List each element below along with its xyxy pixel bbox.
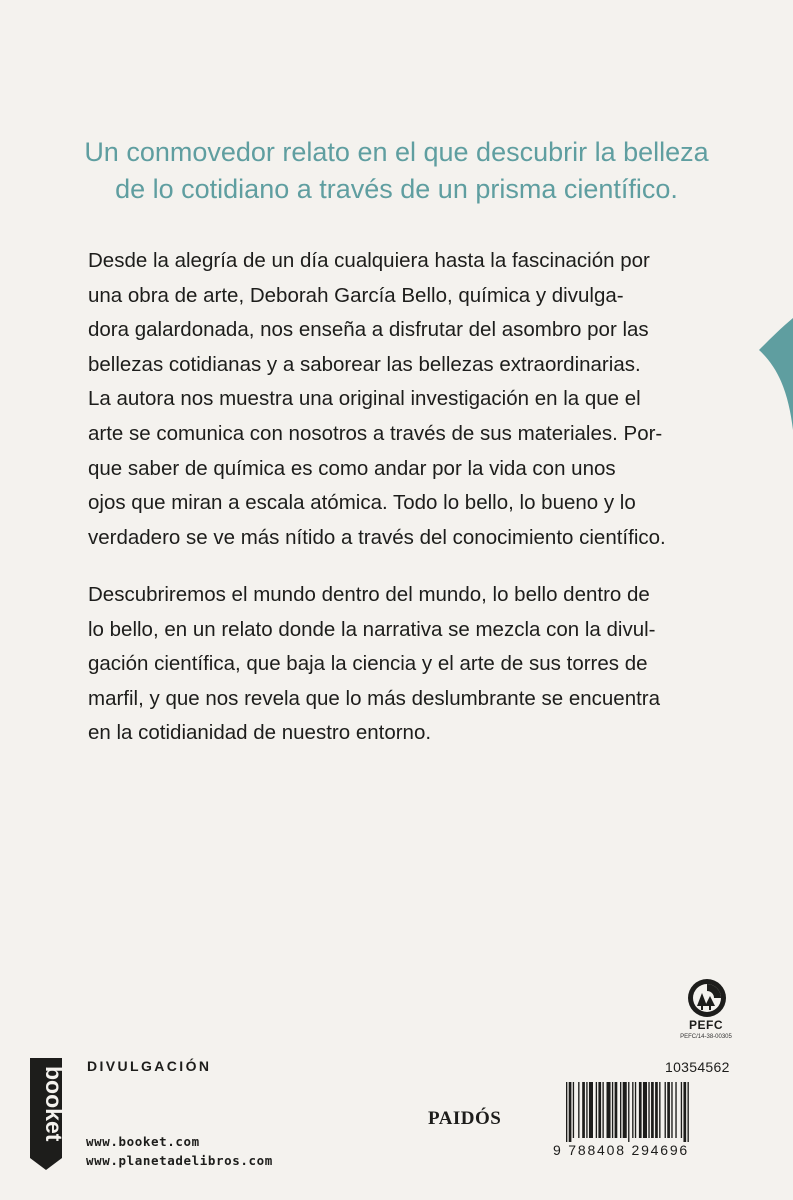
barcode-bar (578, 1082, 579, 1138)
barcode-bar (598, 1082, 601, 1138)
barcode-bar (683, 1082, 686, 1142)
barcode-bar (659, 1082, 660, 1138)
barcode-bar (635, 1082, 636, 1138)
barcode-bar (573, 1082, 574, 1138)
barcode-bar (602, 1082, 603, 1138)
barcode-bar (671, 1082, 672, 1138)
url-booket[interactable]: www.booket.com (86, 1134, 200, 1149)
barcode-bar (566, 1082, 567, 1142)
barcode-bar (648, 1082, 649, 1138)
tagline-line: de lo cotidiano a través de un prisma científico. (115, 174, 678, 204)
barcode-bar (620, 1082, 621, 1138)
publisher-urls (86, 1132, 273, 1170)
paragraph-line: Descubriremos el mundo dentro del mundo, lo bello dentro de (88, 583, 650, 606)
barcode-bar (655, 1082, 658, 1138)
product-code: 10354562 (665, 1059, 730, 1075)
booket-logo-text: booket (41, 1066, 67, 1142)
barcode-bar (612, 1082, 613, 1138)
pefc-code: PEFC/14-38-00305 (680, 1034, 732, 1040)
url-planetadelibros[interactable]: www.planetadelibros.com (86, 1153, 273, 1168)
paragraph-line: verdadero se ve más nítido a través del conocimiento científico. (88, 525, 666, 549)
publisher-logo: PAIDÓS (428, 1108, 502, 1129)
pefc-label: PEFC (688, 1018, 723, 1032)
paragraph-line: marfil, y que nos revela que lo más deslumbrante se encuentra (88, 686, 661, 710)
barcode-bar (623, 1082, 627, 1138)
barcode-bar (589, 1082, 593, 1138)
barcode (566, 1082, 726, 1142)
booket-logo-icon (30, 1058, 67, 1170)
barcode-bar (582, 1082, 585, 1138)
barcode-bar (688, 1082, 689, 1142)
isbn-number: 9 788408 294696 (553, 1142, 689, 1158)
barcode-bar (569, 1082, 572, 1142)
barcode-bar (607, 1082, 611, 1138)
category-label: DIVULGACIÓN (87, 1058, 212, 1074)
barcode-bar (681, 1082, 682, 1138)
barcode-bar (639, 1082, 642, 1138)
paragraph-line: ojos que miran a escala atómica. Todo lo bello, lo bueno y lo (88, 491, 636, 515)
paragraph-line: bellezas cotidianas y a saborear las bellezas extraordinarias. (88, 352, 641, 376)
barcode-bar (628, 1082, 629, 1142)
decorative-teal-shape (759, 318, 793, 430)
tagline (60, 134, 733, 208)
barcode-bar (665, 1082, 666, 1138)
barcode-bar (615, 1082, 618, 1138)
barcode-bar (596, 1082, 597, 1138)
paragraph-line: lo bello, en un relato donde la narrativa se mezcla con la divul- (88, 617, 656, 641)
paragraph-line: en la cotidianidad de nuestro entorno. (88, 721, 432, 745)
paragraph-line: que saber de química es como andar por la vida con unos (88, 456, 616, 480)
synopsis-paragraph-2 (88, 578, 706, 751)
paragraph-line: dora galardonada, nos enseña a disfrutar del asombro por las (88, 318, 649, 342)
paragraph-line: una obra de arte, Deborah García Bello, química y divulga- (88, 283, 624, 307)
barcode-bar (643, 1082, 647, 1138)
paragraph-line: La autora nos muestra una original investigación en la que el (88, 387, 641, 411)
paragraph-line: Desde la alegría de un día cualquiera hasta la fascinación por (88, 249, 650, 272)
barcode-bar (675, 1082, 676, 1138)
paragraph-line: gación científica, que baja la ciencia y el arte de sus torres de (88, 652, 648, 676)
synopsis-paragraph-1 (88, 244, 706, 555)
paragraph-line: arte se comunica con nosotros a través de sus materiales. Por- (88, 421, 663, 445)
tagline-line: Un conmovedor relato en el que descubrir la belleza (84, 137, 709, 167)
barcode-bar (667, 1082, 670, 1138)
barcode-bar (651, 1082, 654, 1138)
barcode-bar (586, 1082, 587, 1138)
barcode-bar (632, 1082, 633, 1138)
